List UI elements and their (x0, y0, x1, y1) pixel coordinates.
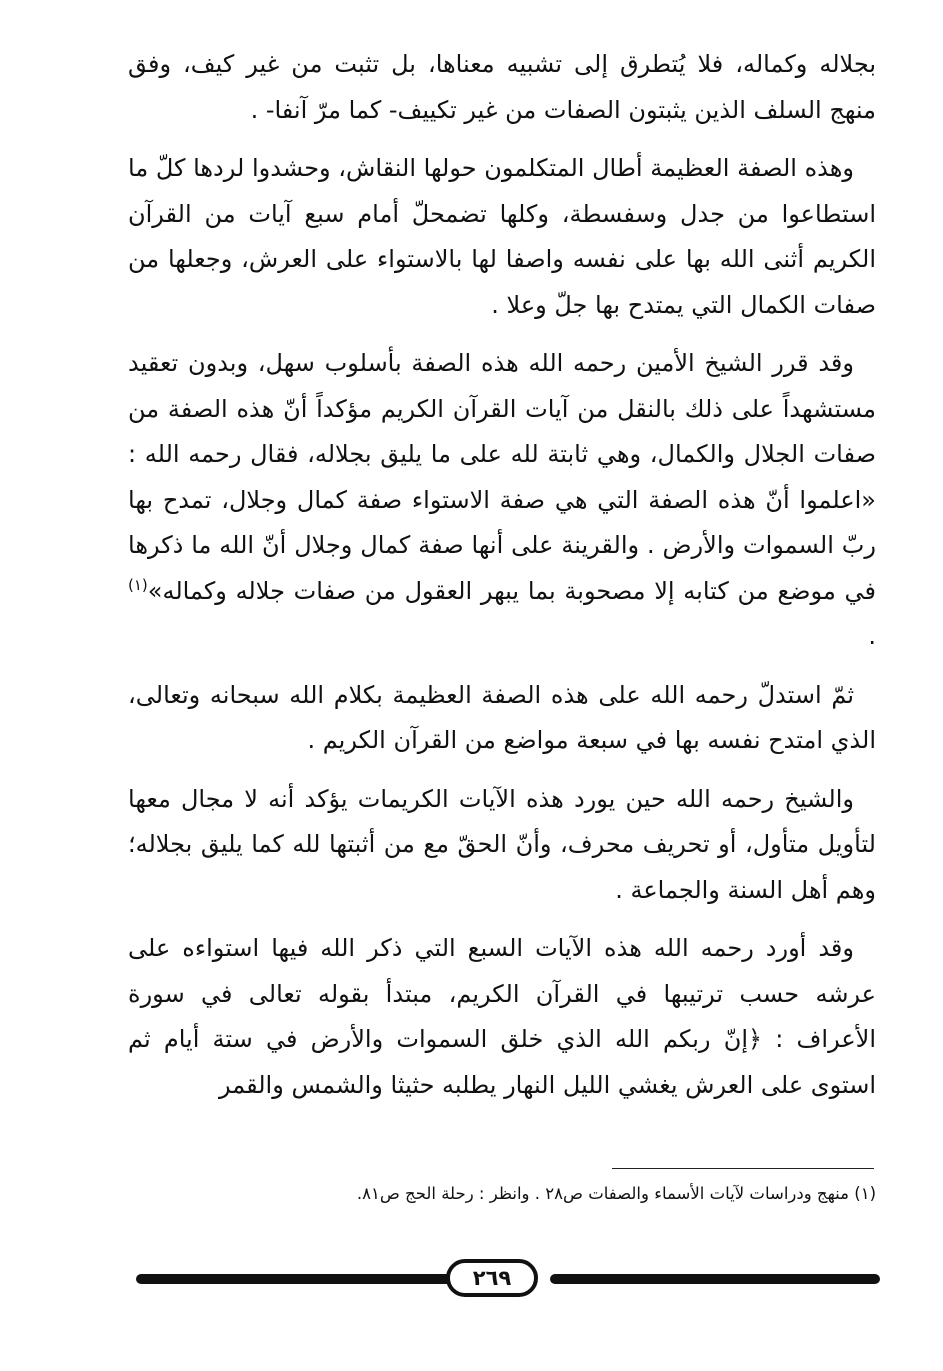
paragraph-3 (128, 341, 876, 660)
footer-bar-right (550, 1274, 880, 1284)
paragraph-2: وهذه الصفة العظيمة أطال المتكلمون حولها النقاش، وحشدوا لردها كلّ ما استطاعوا من جدل وسفسطة، وكلها تضمحلّ أمام سبع آيات من القرآن الكريم أثنى الله بها على نفسه واصفا لها بالاستواء على العرش، وجعلها من صفات الكمال التي يمتدح بها جلّ وعلا . (128, 154, 876, 319)
footnote: (١) منهج ودراسات لآيات الأسماء والصفات ص٢٨ . وانظر : رحلة الحج ص٨١. (356, 1184, 876, 1203)
footnote-divider (612, 1168, 874, 1169)
page-number: ٢٦٩ (446, 1259, 538, 1297)
paragraph-1: بجلاله وكماله، فلا يُتطرق إلى تشبيه معناها، بل تثبت من غير كيف، وفق منهج السلف الذين يثبتون الصفات من غير تكييف- كما مرّ آنفا- . (128, 50, 876, 124)
body-text (128, 42, 876, 1121)
paragraph-4: ثمّ استدلّ رحمه الله على هذه الصفة العظيمة بكلام الله سبحانه وتعالى، الذي امتدح نفسه بها في سبعة مواضع من القرآن الكريم . (128, 680, 876, 754)
footer-bar-left (136, 1274, 458, 1284)
paragraph-3-text: وقد قرر الشيخ الأمين رحمه الله هذه الصفة بأسلوب سهل، وبدون تعقيد مستشهداً على ذلك بالنقل من آيات القرآن الكريم مؤكداً أنّ هذه الصفة من صفات الجلال والكمال، وهي ثابتة لله على ما يليق بجلاله، فقال رحمه الله : «اعلموا أنّ هذه الصفة التي هي صفة الاستواء صفة كمال وجلال، تمدح بها ربّ السموات والأرض . والقرينة على أنها صفة كمال وجلال أنّ الله ما ذكرها في موضع من كتابه إلا مصحوبة بما يبهر العقول من صفات جلاله وكماله» (128, 349, 876, 605)
paragraph-3-end: . (868, 622, 876, 650)
paragraph-5: والشيخ رحمه الله حين يورد هذه الآيات الكريمات يؤكد أنه لا مجال معها لتأويل متأول، أو تحريف محرف، وأنّ الحقّ مع من أثبتها لله كما يليق بجلاله؛ وهم أهل السنة والجماعة . (128, 784, 876, 904)
paragraph-6: وقد أورد رحمه الله هذه الآيات السبع التي ذكر الله فيها استواءه على عرشه حسب ترتيبها في القرآن الكريم، مبتدأ بقوله تعالى في سورة الأعراف : ﴿إنّ ربكم الله الذي خلق السموات والأرض في ستة أيام ثم استوى على العرش يغشي الليل النهار يطلبه حثيثا والشمس والقمر (128, 934, 876, 1099)
footnote-reference: (١) (128, 575, 148, 594)
